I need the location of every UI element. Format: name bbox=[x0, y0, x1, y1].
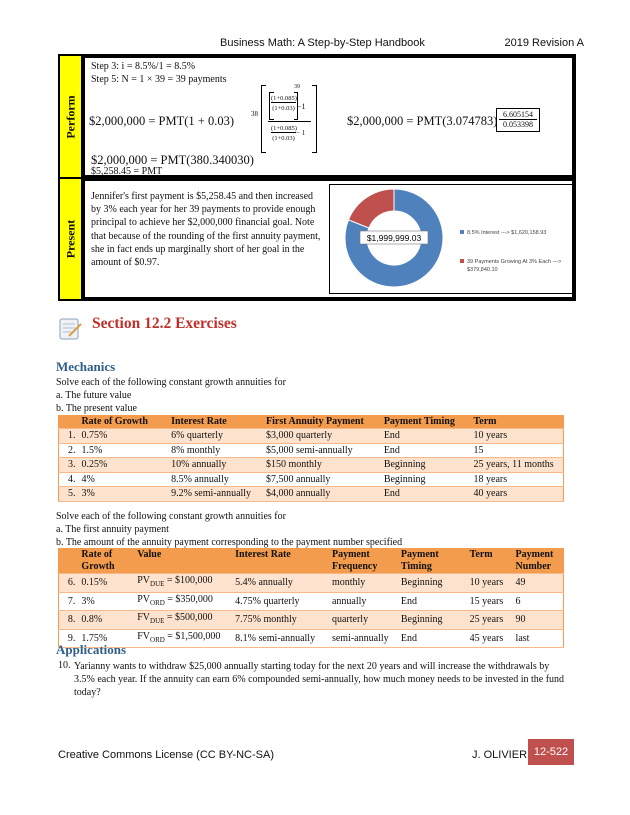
legend-swatch-interest bbox=[460, 230, 464, 234]
table-2-cell: 25 years bbox=[467, 611, 513, 630]
table-1-cell: 25 years, 11 months bbox=[471, 458, 564, 473]
table-2-header-cell: Payment Frequency bbox=[329, 549, 398, 574]
perform-label: Perform bbox=[60, 56, 83, 177]
perform-box bbox=[58, 54, 576, 179]
table-2-cell: 5.4% annually bbox=[232, 574, 329, 593]
table-1-cell: $5,000 semi-annually bbox=[263, 443, 381, 458]
q10-number: 10. bbox=[58, 660, 71, 671]
table-2-row bbox=[59, 629, 564, 648]
table-1-header bbox=[59, 416, 564, 429]
table-1-cell: Beginning bbox=[381, 472, 471, 487]
table-1-header-cell: Interest Rate bbox=[168, 416, 263, 429]
table-2-cell: $PV_{DUE}$ = $100,000 bbox=[134, 574, 232, 593]
table-2-cell: $FV_{ORD}$ = $1,500,000 bbox=[134, 629, 232, 648]
table-1-cell: 10 years bbox=[471, 429, 564, 444]
table-1-cell: 18 years bbox=[471, 472, 564, 487]
table-1-cell: 6% quarterly bbox=[168, 429, 263, 444]
mechanics-intro-2: Solve each of the following constant growth annuities for bbox=[56, 511, 286, 522]
equation-3: $2,000,000 = PMT(380.340030) bbox=[91, 153, 254, 167]
eq1-exponent: 38 bbox=[251, 110, 258, 118]
step-3: Step 3: i = 8.5%/1 = 8.5% bbox=[91, 61, 196, 72]
present-text: Jennifer's first payment is $5,258.45 and then increased by 3% each year for her 39 payments to provide enough principal to achieve her $2,000,000 financial goal. Note that because of the rounding of the first annuity payment, she in fact ends up marginally short of her goal in the amount of $0.97. bbox=[91, 191, 321, 269]
legend-swatch-payments bbox=[460, 259, 464, 263]
table-2-header-cell: Rate of Growth bbox=[78, 549, 134, 574]
table-2-cell: 0.8% bbox=[78, 611, 134, 630]
page-number: 12-522 bbox=[528, 739, 574, 765]
table-2-cell: 7.75% monthly bbox=[232, 611, 329, 630]
table-2-cell: 9. bbox=[59, 629, 79, 648]
step-5: Step 5: N = 1 × 39 = 39 payments bbox=[91, 74, 227, 85]
table-2-header-cell: Payment Number bbox=[513, 549, 564, 574]
table-2-cell: semi-annually bbox=[329, 629, 398, 648]
table-1-cell: 0.25% bbox=[78, 458, 168, 473]
footer-license: Creative Commons License (CC BY-NC-SA) bbox=[58, 749, 274, 761]
result: $5,258.45 = PMT bbox=[91, 166, 163, 177]
table-1-cell: 2. bbox=[59, 443, 79, 458]
table-2-cell: 4.75% quarterly bbox=[232, 592, 329, 611]
eq1-lower-num: (1+0.085) bbox=[271, 125, 297, 132]
donut-chart bbox=[329, 184, 576, 294]
table-2-header-cell: Payment Timing bbox=[398, 549, 467, 574]
table-2-header-cell: Value bbox=[134, 549, 232, 574]
table-1-header-cell: Rate of Growth bbox=[78, 416, 168, 429]
eq1-minus: −1 bbox=[297, 102, 306, 111]
table-2-cell: 49 bbox=[513, 574, 564, 593]
table-2-cell: End bbox=[398, 592, 467, 611]
table-1-cell: End bbox=[381, 443, 471, 458]
eq2-numerator: 6.605154 bbox=[499, 110, 537, 120]
table-2-header bbox=[59, 549, 564, 574]
eq1-numerator: (1+0.085) bbox=[271, 95, 297, 102]
eq2-denominator: 0.053398 bbox=[503, 120, 533, 129]
table-1-row bbox=[59, 443, 564, 458]
bracket-left bbox=[261, 85, 266, 153]
table-1-cell: 40 years bbox=[471, 487, 564, 502]
table-2 bbox=[58, 548, 564, 648]
table-1-cell: 9.2% semi-annually bbox=[168, 487, 263, 502]
table-1-cell: 10% annually bbox=[168, 458, 263, 473]
eq1-minus-2: − 1 bbox=[296, 129, 306, 137]
table-1-header-cell: Payment Timing bbox=[381, 416, 471, 429]
table-2-cell: last bbox=[513, 629, 564, 648]
exercise-notepad-icon bbox=[56, 314, 84, 342]
table-2-cell: Beginning bbox=[398, 611, 467, 630]
eq1-denominator: (1+0.03) bbox=[272, 105, 295, 112]
table-2-cell: 90 bbox=[513, 611, 564, 630]
mechanics-b1: b. The present value bbox=[56, 403, 137, 414]
table-1-cell: Beginning bbox=[381, 458, 471, 473]
donut-svg bbox=[330, 185, 574, 292]
table-1-cell: End bbox=[381, 487, 471, 502]
footer-author: J. OLIVIER bbox=[472, 749, 528, 761]
table-1-cell: 8.5% annually bbox=[168, 472, 263, 487]
equation-1-left: $2,000,000 = PMT(1 + 0.03) bbox=[89, 114, 235, 128]
table-1-cell: $3,000 quarterly bbox=[263, 429, 381, 444]
table-1-header-cell: First Annuity Payment bbox=[263, 416, 381, 429]
table-1-cell: 3% bbox=[78, 487, 168, 502]
table-1-cell: 5. bbox=[59, 487, 79, 502]
table-2-cell: 15 years bbox=[467, 592, 513, 611]
table-1-header-cell bbox=[59, 416, 79, 429]
table-1-cell: 4% bbox=[78, 472, 168, 487]
revision: 2019 Revision A bbox=[504, 37, 584, 49]
applications-heading: Applications bbox=[56, 642, 127, 657]
mechanics-heading: Mechanics bbox=[56, 359, 116, 374]
table-2-cell: 8. bbox=[59, 611, 79, 630]
table-1-header-cell: Term bbox=[471, 416, 564, 429]
table-1-cell: 8% monthly bbox=[168, 443, 263, 458]
table-1-cell: 0.75% bbox=[78, 429, 168, 444]
table-2-cell: 45 years bbox=[467, 629, 513, 648]
table-1-row bbox=[59, 487, 564, 502]
table-2-cell: 3% bbox=[78, 592, 134, 611]
eq1-outer-exp: 39 bbox=[294, 84, 300, 90]
table-2-cell: $PV_{ORD}$ = $350,000 bbox=[134, 592, 232, 611]
table-2-cell: 6. bbox=[59, 574, 79, 593]
legend-interest: 8.5% Interest ---> $1,620,158.93 bbox=[467, 230, 547, 236]
equation-2: $2,000,000 = PMT(3.074783) bbox=[347, 114, 498, 128]
table-2-cell: 1.75% bbox=[78, 629, 134, 648]
table-1-cell: $7,500 annually bbox=[263, 472, 381, 487]
table-2-cell: monthly bbox=[329, 574, 398, 593]
table-2-cell: Beginning bbox=[398, 574, 467, 593]
table-2-row bbox=[59, 574, 564, 593]
legend-payments bbox=[467, 259, 563, 273]
table-2-row bbox=[59, 592, 564, 611]
mechanics-a1: a. The future value bbox=[56, 390, 132, 401]
mechanics-intro-1: Solve each of the following constant growth annuities for bbox=[56, 377, 286, 388]
table-1-cell: 3. bbox=[59, 458, 79, 473]
table-1-cell: 15 bbox=[471, 443, 564, 458]
book-title: Business Math: A Step-by-Step Handbook bbox=[220, 37, 425, 49]
table-2-header-cell: Term bbox=[467, 549, 513, 574]
table-1-row bbox=[59, 429, 564, 444]
table-2-cell: $FV_{DUE}$ = $500,000 bbox=[134, 611, 232, 630]
table-1-cell: 1. bbox=[59, 429, 79, 444]
legend-payments-line-1: 39 Payments Growing At 3% Each ---> bbox=[467, 259, 562, 265]
table-2-cell: 0.15% bbox=[78, 574, 134, 593]
table-2-header-cell bbox=[59, 549, 79, 574]
section-title: Section 12.2 Exercises bbox=[92, 315, 237, 332]
table-2-cell: quarterly bbox=[329, 611, 398, 630]
table-1-cell: 1.5% bbox=[78, 443, 168, 458]
mechanics-a2: a. The first annuity payment bbox=[56, 524, 169, 535]
center-label: $1,999,999.03 bbox=[366, 233, 422, 243]
legend-payments-line-2: $379,840.10 bbox=[467, 267, 498, 273]
present-box bbox=[58, 177, 576, 301]
q10-text: Yarianny wants to withdraw $25,000 annually starting today for the next 20 years and will increase the withdrawals by 3.5% each year. If the annuity can earn 6% compounded semi-annually, how much money needs to be invested in the fund today? bbox=[74, 661, 565, 698]
table-2-row bbox=[59, 611, 564, 630]
main-fraction-bar bbox=[268, 121, 311, 122]
table-2-header-cell: Interest Rate bbox=[232, 549, 329, 574]
present-label: Present bbox=[60, 179, 83, 299]
table-1-cell: $4,000 annually bbox=[263, 487, 381, 502]
table-2-cell: annually bbox=[329, 592, 398, 611]
table-2-cell: 6 bbox=[513, 592, 564, 611]
table-2-cell: 7. bbox=[59, 592, 79, 611]
eq1-lower-den: (1+0.03) bbox=[272, 135, 295, 142]
table-2-cell: 8.1% semi-annually bbox=[232, 629, 329, 648]
table-1-row bbox=[59, 458, 564, 473]
mechanics-b2: b. The amount of the annuity payment corresponding to the payment number specified bbox=[56, 537, 403, 548]
table-1-cell: 4. bbox=[59, 472, 79, 487]
table-2-cell: End bbox=[398, 629, 467, 648]
table-1 bbox=[58, 415, 564, 502]
table-2-cell: 10 years bbox=[467, 574, 513, 593]
table-1-row bbox=[59, 472, 564, 487]
table-1-cell: $150 monthly bbox=[263, 458, 381, 473]
table-1-cell: End bbox=[381, 429, 471, 444]
bracket-right bbox=[312, 85, 317, 153]
